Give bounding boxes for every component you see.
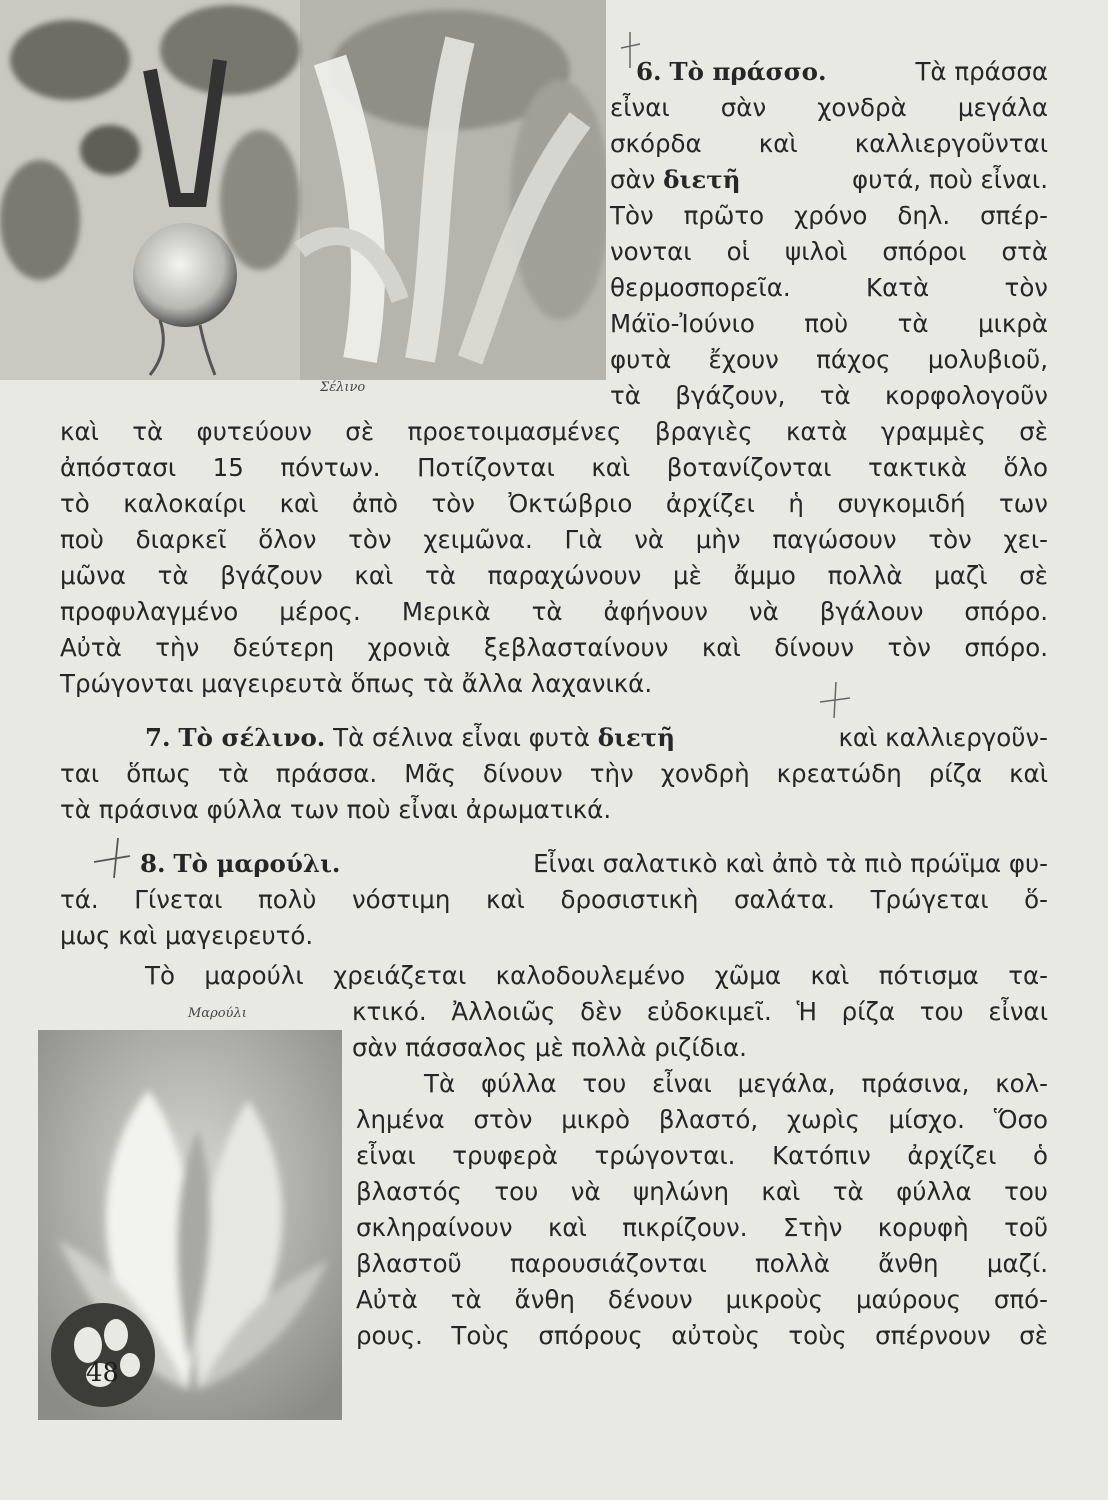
celery-heading-line: 7. Τὸ σέλινο. Τὰ σέλινα εἶναι φυτὰ διετῆ καὶ καλλιεργοῦν- bbox=[145, 723, 1048, 752]
bold-term: διετῆ bbox=[663, 165, 741, 194]
text-line: κτικό. Ἀλλοιῶς δὲν εὐδοκιμεῖ. Ἡ ρίζα του εἶναι bbox=[352, 997, 1048, 1026]
bold-term: διετῆ bbox=[597, 723, 676, 752]
lettuce-title: Τὸ μαρούλι. bbox=[173, 849, 341, 878]
text-line: σὰν πάσσαλος μὲ πολλὰ ριζίδια. bbox=[352, 1033, 747, 1062]
text-line: μῶνα τὰ βγάζουν καὶ τὰ παραχώνουν μὲ ἄμμο πολλὰ μαζὶ σὲ bbox=[60, 561, 1048, 590]
celery-number: 7. bbox=[145, 723, 171, 752]
text-line: σκληραίνουν καὶ πικρίζουν. Στὴν κορυφὴ τοῦ bbox=[356, 1213, 1048, 1242]
text-line: τὰ πράσινα φύλλα των ποὺ εἶναι ἀρωματικά. bbox=[60, 795, 612, 824]
text-line: σὰν διετῆ φυτά, ποὺ εἶναι. bbox=[610, 165, 1048, 194]
text-line: ἀπόστασι 15 πόντων. Ποτίζονται καὶ βοτανίζονται τακτικὰ ὅλο bbox=[60, 453, 1048, 482]
text-line: τὸ καλοκαίρι καὶ ἀπὸ τὸν Ὀκτώβριο ἀρχίζει ἡ συγκομιδή των bbox=[60, 489, 1048, 518]
leek-title: Τὸ πράσσο. bbox=[669, 57, 827, 86]
text-line: ποὺ διαρκεῖ ὅλον τὸν χειμῶνα. Γιὰ νὰ μὴν παγώσουν τὸν χει- bbox=[60, 525, 1048, 554]
text-line: θερμοσπορεῖα. Κατὰ τὸν bbox=[610, 273, 1048, 302]
text-line: Αὐτὰ τὴν δεύτερη χρονιὰ ξεβλασταίνουν καὶ δίνουν τὸν σπόρο. bbox=[60, 633, 1048, 662]
text-line: ρους. Τοὺς σπόρους αὐτοὺς τοὺς σπέρνουν σὲ bbox=[356, 1321, 1048, 1350]
text-line: καὶ τὰ φυτεύουν σὲ προετοιμασμένες βραγιὲς κατὰ γραμμὲς σὲ bbox=[60, 417, 1048, 446]
text-line: τὰ βγάζουν, τὰ κορφολογοῦν bbox=[610, 381, 1048, 410]
text-line: σκόρδα καὶ καλλιεργοῦνται bbox=[610, 129, 1048, 158]
lettuce-photo bbox=[38, 1030, 342, 1420]
text-line: βλαστός του νὰ ψηλώνη καὶ τὰ φύλλα του bbox=[356, 1177, 1048, 1206]
text-line: βλαστοῦ παρουσιάζονται πολλὰ ἄνθη μαζί. bbox=[356, 1249, 1048, 1278]
text-line: Αὐτὰ τὰ ἄνθη δένουν μικροὺς μαύρους σπό- bbox=[356, 1285, 1048, 1314]
celery-caption: Σέλινο bbox=[320, 380, 366, 395]
lettuce-heading-line: 8. Τὸ μαρούλι. Εἶναι σαλατικὸ καὶ ἀπὸ τὰ πιὸ πρώϊμα φυ- bbox=[140, 849, 1048, 878]
text-line: εἶναι τρυφερὰ τρώγονται. Κατόπιν ἀρχίζει ὁ bbox=[356, 1141, 1048, 1170]
text-line: νονται οἱ ψιλοὶ σπόροι στὰ bbox=[610, 237, 1048, 266]
text-line: εἶναι σὰν χονδρὰ μεγάλα bbox=[610, 93, 1048, 122]
text-line: τά. Γίνεται πολὺ νόστιμη καὶ δροσιστικὴ σαλάτα. Τρώγεται ὅ- bbox=[60, 885, 1048, 914]
text-line: Μάϊο-Ἰούνιο ποὺ τὰ μικρὰ bbox=[610, 309, 1048, 338]
text-line: Τὸν πρῶτο χρόνο δηλ. σπέρ- bbox=[610, 201, 1048, 230]
text-line: φυτὰ ἔχουν πάχος μολυβιοῦ, bbox=[610, 345, 1048, 374]
pencil-mark-icon bbox=[818, 680, 852, 720]
celery-photo bbox=[0, 0, 606, 380]
leek-number: 6. bbox=[636, 57, 662, 86]
leek-heading-line bbox=[636, 54, 1048, 90]
text-line: μως καὶ μαγειρευτό. bbox=[60, 921, 314, 950]
page-number: 48 bbox=[86, 1358, 120, 1388]
pencil-mark-icon bbox=[92, 836, 132, 880]
text-line: Τὰ πράσσα bbox=[915, 57, 1048, 86]
text-line: Τὸ μαρούλι χρειάζεται καλοδουλεμένο χῶμα καὶ πότισμα τα- bbox=[145, 961, 1048, 990]
text-line: Τρώγονται μαγειρευτὰ ὅπως τὰ ἄλλα λαχανικά. bbox=[60, 669, 653, 698]
text-line: Τὰ φύλλα του εἶναι μεγάλα, πράσινα, κολ- bbox=[424, 1069, 1048, 1098]
lettuce-number: 8. bbox=[140, 849, 166, 878]
text-line: ται ὅπως τὰ πράσσα. Μᾶς δίνουν τὴν χονδρὴ κρεατώδη ρίζα καὶ bbox=[60, 759, 1048, 788]
pencil-mark-icon bbox=[618, 30, 642, 70]
text-line: προφυλαγμένο μέρος. Μερικὰ τὰ ἀφήνουν νὰ βγάλουν σπόρο. bbox=[60, 597, 1048, 626]
celery-title: Τὸ σέλινο. bbox=[178, 723, 326, 752]
text-line: λημένα στὸν μικρὸ βλαστό, χωρὶς μίσχο. Ὅσο bbox=[356, 1105, 1048, 1134]
lettuce-caption: Μαρούλι bbox=[188, 1006, 247, 1021]
